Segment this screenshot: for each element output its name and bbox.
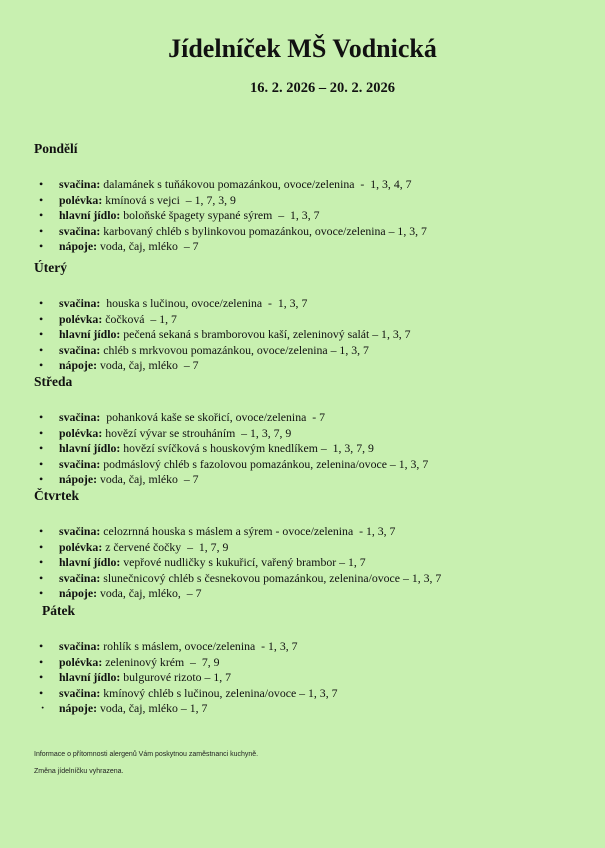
menu-item-label: svačina: bbox=[59, 177, 101, 191]
menu-item-text: čočková – 1, 7 bbox=[102, 311, 177, 326]
menu-item-label: polévka: bbox=[59, 539, 103, 554]
menu-item bbox=[34, 670, 594, 686]
menu-item-label: svačina: bbox=[59, 296, 101, 310]
menu-item-text: vepřové nudličky s kukuřicí, vařený brambor – 1, 7 bbox=[120, 555, 366, 570]
menu-item-label: svačina: bbox=[59, 685, 101, 700]
menu-item-text: rohlík s máslem, ovoce/zelenina - 1, 3, 7 bbox=[100, 639, 298, 653]
allergen-note: Informace o přítomnosti alergenů Vám poskytnou zaměstnanci kuchyně. bbox=[34, 751, 259, 758]
menu-item-text: zeleninový krém – 7, 9 bbox=[102, 654, 220, 669]
menu-item-text: voda, čaj, mléko, – 7 bbox=[97, 586, 202, 601]
menu-item bbox=[34, 639, 594, 655]
day-heading: Úterý bbox=[34, 260, 67, 275]
menu-item bbox=[34, 540, 594, 556]
menu-item-text: hovězí vývar se strouháním – 1, 3, 7, 9 bbox=[102, 425, 292, 440]
menu-list bbox=[34, 410, 594, 488]
menu-item-label: svačina: bbox=[59, 223, 101, 238]
menu-item bbox=[34, 472, 594, 488]
menu-item-label: hlavní jídlo: bbox=[59, 555, 121, 570]
day-section-streda bbox=[34, 374, 594, 488]
menu-item bbox=[34, 571, 594, 587]
menu-item-label: polévka: bbox=[59, 425, 103, 440]
menu-item-text: voda, čaj, mléko – 7 bbox=[97, 358, 199, 373]
date-range: 16. 2. 2026 – 20. 2. 2026 bbox=[250, 80, 395, 96]
menu-item-label: svačina: bbox=[59, 342, 101, 357]
menu-list bbox=[34, 177, 594, 255]
menu-item-text: chléb s mrkvovou pomazánkou, ovoce/zelenina – 1, 3, 7 bbox=[100, 342, 369, 357]
menu-item-text: slunečnicový chléb s česnekovou pomazánkou, zelenina/ovoce – 1, 3, 7 bbox=[100, 570, 442, 585]
menu-item-text: hovězí svíčková s houskovým knedlíkem – 1, 3, 7, 9 bbox=[120, 441, 374, 456]
menu-item-label: hlavní jídlo: bbox=[59, 670, 121, 685]
footer-notes bbox=[34, 751, 258, 785]
menu-item-label: nápoje: bbox=[59, 358, 98, 373]
menu-list bbox=[34, 524, 594, 602]
menu-item bbox=[34, 239, 594, 255]
menu-item bbox=[34, 177, 594, 193]
menu-item-text: celozrnná houska s máslem a sýrem - ovoce/zelenina - 1, 3, 7 bbox=[100, 524, 396, 538]
menu-item bbox=[34, 655, 594, 671]
menu-item-label: nápoje: bbox=[59, 472, 98, 487]
menu-item bbox=[34, 555, 594, 571]
menu-item bbox=[34, 701, 594, 717]
menu-item bbox=[34, 358, 594, 374]
menu-item-label: nápoje: bbox=[59, 701, 98, 716]
menu-item-label: svačina: bbox=[59, 410, 101, 424]
menu-item-text: pečená sekaná s bramborovou kaší, zeleninový salát – 1, 3, 7 bbox=[120, 327, 411, 342]
menu-item-text: z červené čočky – 1, 7, 9 bbox=[102, 539, 229, 554]
menu-item-label: svačina: bbox=[59, 456, 101, 471]
menu-item bbox=[34, 208, 594, 224]
menu-item-text: voda, čaj, mléko – 7 bbox=[97, 239, 199, 254]
menu-item-label: svačina: bbox=[59, 570, 101, 585]
day-section-patek bbox=[34, 603, 594, 717]
menu-item-text: podmáslový chléb s fazolovou pomazánkou, zelenina/ovoce – 1, 3, 7 bbox=[100, 456, 429, 471]
menu-item-label: svačina: bbox=[59, 639, 101, 653]
menu-item-text: karbovaný chléb s bylinkovou pomazánkou, ovoce/zelenina – 1, 3, 7 bbox=[100, 223, 427, 238]
menu-list bbox=[34, 639, 594, 717]
menu-item-text: dalamánek s tuňákovou pomazánkou, ovoce/zelenina - 1, 3, 4, 7 bbox=[100, 177, 412, 191]
menu-item-label: nápoje: bbox=[59, 239, 98, 254]
menu-item bbox=[34, 296, 594, 312]
menu-item bbox=[34, 343, 594, 359]
menu-item-label: hlavní jídlo: bbox=[59, 327, 121, 342]
menu-item bbox=[34, 441, 594, 457]
menu-item bbox=[34, 586, 594, 602]
menu-item-text: pohanková kaše se skořicí, ovoce/zelenina - 7 bbox=[100, 410, 326, 424]
menu-list bbox=[34, 296, 594, 374]
menu-item bbox=[34, 224, 594, 240]
menu-item-text: houska s lučinou, ovoce/zelenina - 1, 3, 7 bbox=[100, 296, 308, 310]
menu-item-label: hlavní jídlo: bbox=[59, 208, 121, 223]
day-section-ctvrtek bbox=[34, 488, 594, 602]
menu-item bbox=[34, 426, 594, 442]
menu-item-text: boloňské špagety sypané sýrem – 1, 3, 7 bbox=[120, 208, 320, 223]
day-heading: Středa bbox=[34, 374, 73, 389]
day-heading: Pátek bbox=[42, 603, 75, 618]
menu-item-text: voda, čaj, mléko – 1, 7 bbox=[97, 701, 208, 716]
day-heading: Pondělí bbox=[34, 141, 78, 156]
menu-item-label: svačina: bbox=[59, 524, 101, 538]
menu-item-label: nápoje: bbox=[59, 586, 98, 601]
menu-item-text: voda, čaj, mléko – 7 bbox=[97, 472, 199, 487]
menu-item bbox=[34, 193, 594, 209]
menu-item-label: polévka: bbox=[59, 192, 103, 207]
day-section-pondeli bbox=[34, 141, 594, 255]
menu-item-label: polévka: bbox=[59, 654, 103, 669]
menu-item-label: polévka: bbox=[59, 311, 103, 326]
day-heading: Čtvrtek bbox=[34, 488, 79, 503]
menu-item bbox=[34, 524, 594, 540]
page-title: Jídelníček MŠ Vodnická bbox=[168, 34, 437, 63]
menu-item-text: bulgurové rizoto – 1, 7 bbox=[120, 670, 232, 685]
menu-change-note: Změna jídelníčku vyhrazena. bbox=[34, 768, 124, 775]
menu-item-text: kmínový chléb s lučinou, zelenina/ovoce – 1, 3, 7 bbox=[100, 685, 338, 700]
menu-item bbox=[34, 410, 594, 426]
day-section-utery bbox=[34, 260, 594, 374]
menu-item bbox=[34, 312, 594, 328]
menu-item bbox=[34, 686, 594, 702]
menu-item-label: hlavní jídlo: bbox=[59, 441, 121, 456]
menu-item bbox=[34, 327, 594, 343]
menu-item bbox=[34, 457, 594, 473]
menu-item-text: kmínová s vejci – 1, 7, 3, 9 bbox=[102, 192, 236, 207]
